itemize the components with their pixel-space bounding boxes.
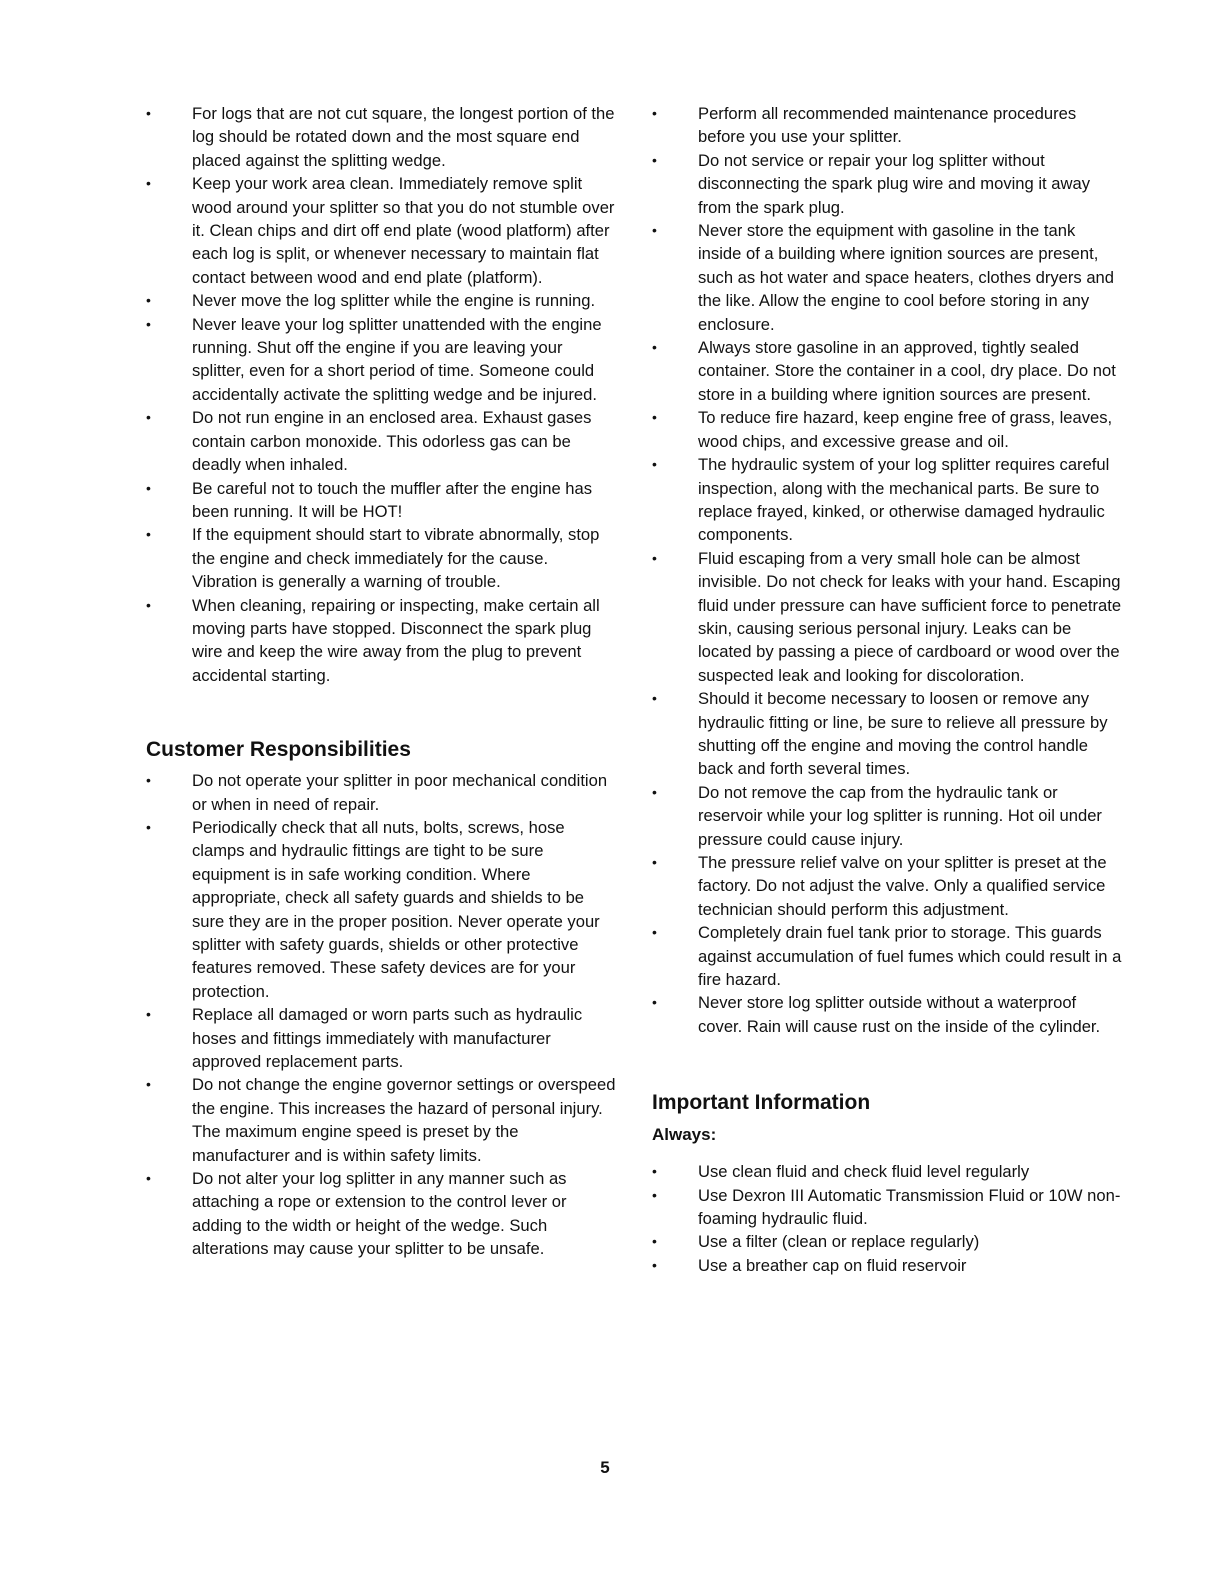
list-item: • The pressure relief valve on your splitter is preset at the factory. Do not adjust the valve. Only a qualified service technician should perform this adjustment. [652,851,1122,921]
list-item: • Perform all recommended maintenance procedures before you use your splitter. [652,102,1122,149]
list-item: • Periodically check that all nuts, bolts, screws, hose clamps and hydraulic fittings are tight to be sure equipment is in safe working condition. Where appropriate, check all safety guards and shields to be sure they are in the proper position. Never operate your splitter with safety guards, shields or other protective features removed. These safety devices are for your protection. [146,816,616,1003]
list-item: • Do not run engine in an enclosed area. Exhaust gases contain carbon monoxide. This odorless gas can be deadly when inhaled. [146,406,616,476]
customer-list [146,769,616,1261]
list-item: • Use a filter (clean or replace regularly) [652,1230,1122,1253]
list-item: • If the equipment should start to vibrate abnormally, stop the engine and check immediately for the cause. Vibration is generally a warning of trouble. [146,523,616,593]
list-item: • Do not service or repair your log splitter without disconnecting the spark plug wire and moving it away from the spark plug. [652,149,1122,219]
list-item: • Replace all damaged or worn parts such as hydraulic hoses and fittings immediately with manufacturer approved replacement parts. [146,1003,616,1073]
list-item: • Do not operate your splitter in poor mechanical condition or when in need of repair. [146,769,616,816]
list-item: • Completely drain fuel tank prior to storage. This guards against accumulation of fuel fumes which could result in a fire hazard. [652,921,1122,991]
important-information-heading: Important Information [652,1091,871,1115]
list-item: • When cleaning, repairing or inspecting, make certain all moving parts have stopped. Disconnect the spark plug wire and keep the wire away from the plug to prevent accidental starting. [146,594,616,688]
list-item: • Use Dexron III Automatic Transmission Fluid or 10W non-foaming hydraulic fluid. [652,1184,1122,1231]
right-column [652,102,1122,1277]
list-item: • Be careful not to touch the muffler after the engine has been running. It will be HOT! [146,477,616,524]
list-item: • Never move the log splitter while the engine is running. [146,289,616,312]
list-item: • Do not change the engine governor settings or overspeed the engine. This increases the hazard of personal injury. The maximum engine speed is preset by the manufacturer and is within safety limits. [146,1073,616,1167]
list-item: • Do not remove the cap from the hydraulic tank or reservoir while your log splitter is running. Hot oil under pressure could cause injury. [652,781,1122,851]
list-item: • Keep your work area clean. Immediately remove split wood around your splitter so that you do not stumble over it. Clean chips and dirt off end plate (wood platform) after each log is split, or whenever necessary to maintain flat contact between wood and end plate (platform). [146,172,616,289]
list-item: • Do not alter your log splitter in any manner such as attaching a rope or extension to the control lever or adding to the width or height of the wedge. Such alterations may cause your splitter to be unsafe. [146,1167,616,1261]
list-item: • Never store log splitter outside without a waterproof cover. Rain will cause rust on the inside of the cylinder. [652,991,1122,1038]
page-number: 5 [600,1458,610,1477]
always-subheading: Always: [652,1125,717,1145]
list-item: • To reduce fire hazard, keep engine free of grass, leaves, wood chips, and excessive grease and oil. [652,406,1122,453]
list-item: • Use clean fluid and check fluid level regularly [652,1160,1122,1183]
list-item: • Fluid escaping from a very small hole can be almost invisible. Do not check for leaks with your hand. Escaping fluid under pressure can have sufficient force to penetrate skin, causing serious personal injury. Leaks can be located by passing a piece of cardboard or wood over the suspected leak and looking for discoloration. [652,547,1122,687]
list-item: • The hydraulic system of your log splitter requires careful inspection, along with the mechanical parts. Be sure to replace frayed, kinked, or otherwise damaged hydraulic components. [652,453,1122,547]
list-item: • For logs that are not cut square, the longest portion of the log should be rotated down and the most square end placed against the splitting wedge. [146,102,616,172]
safety-list-right [652,102,1122,1038]
safety-list-left [146,102,616,687]
list-item: • Use a breather cap on fluid reservoir [652,1254,1122,1277]
list-item: • Should it become necessary to loosen or remove any hydraulic fitting or line, be sure to relieve all pressure by shutting off the engine and moving the control handle back and forth several times. [652,687,1122,781]
list-item: • Never store the equipment with gasoline in the tank inside of a building where ignition sources are present, such as hot water and space heaters, clothes dryers and the like. Allow the engine to cool before storing in any enclosure. [652,219,1122,336]
list-item: • Always store gasoline in an approved, tightly sealed container. Store the container in a cool, dry place. Do not store in a building where ignition sources are present. [652,336,1122,406]
important-list [652,1160,1122,1277]
left-column [146,102,616,1261]
customer-responsibilities-heading: Customer Responsibilities [146,738,411,762]
list-item: • Never leave your log splitter unattended with the engine running. Shut off the engine if you are leaving your splitter, even for a short period of time. Someone could accidentally activate the splitting wedge and be injured. [146,313,616,407]
